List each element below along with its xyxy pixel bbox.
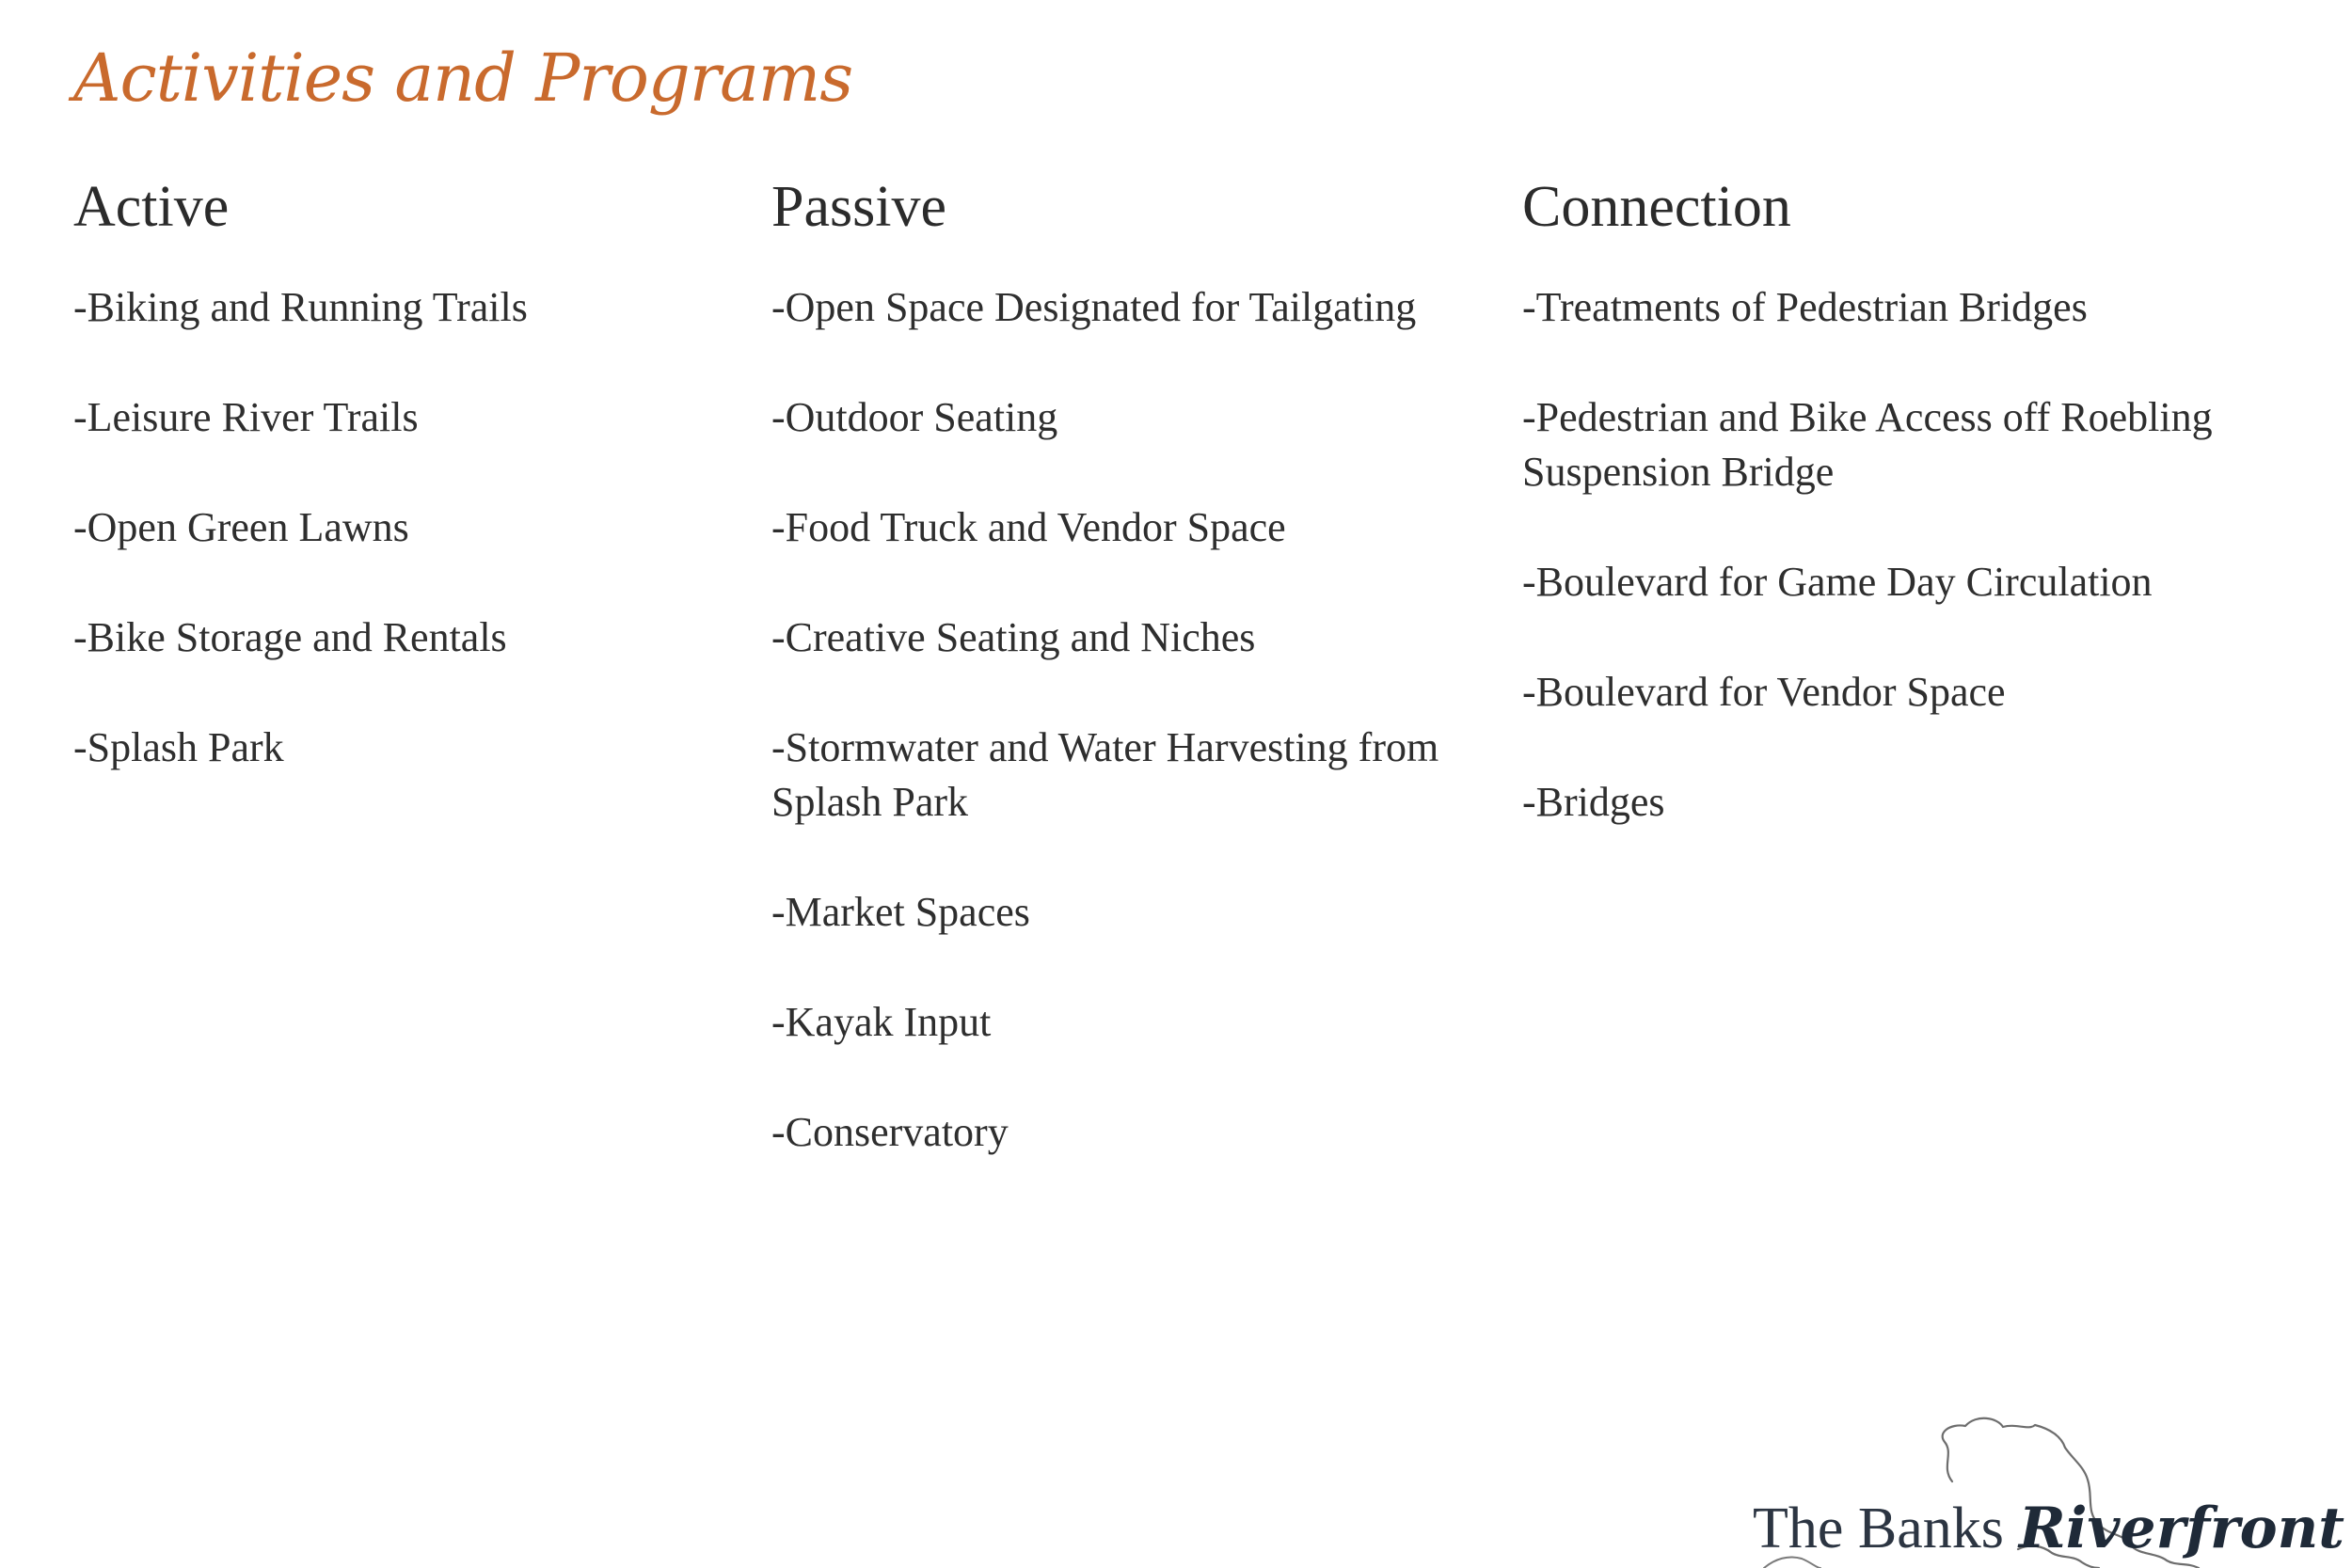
logo-wordmark — [1753, 1496, 2344, 1562]
list-item: -Stormwater and Water Harvesting from Splash Park — [771, 724, 1439, 825]
list-item: -Treatments of Pedestrian Bridges — [1522, 284, 2088, 330]
logo-text-light: The Banks — [1753, 1497, 2004, 1560]
list-item: -Boulevard for Vendor Space — [1522, 669, 2006, 715]
list-item: -Open Space Designated for Tailgating — [771, 284, 1417, 330]
list-item: -Outdoor Seating — [771, 394, 1058, 440]
list-item: -Bike Storage and Rentals — [73, 614, 507, 660]
activity-list — [771, 280, 1496, 1160]
list-item: -Open Green Lawns — [73, 504, 409, 550]
list-item: -Market Spaces — [771, 889, 1030, 935]
list-item: -Food Truck and Vendor Space — [771, 504, 1286, 550]
column-heading: Connection — [1522, 175, 1791, 239]
list-item: -Leisure River Trails — [73, 394, 419, 440]
list-item: -Pedestrian and Bike Access off Roebling Suspension Bridge — [1522, 394, 2213, 495]
activity-list — [73, 280, 723, 775]
activity-list — [1522, 280, 2331, 830]
list-item: -Conservatory — [771, 1109, 1009, 1155]
list-item: -Bridges — [1522, 779, 1665, 825]
brand-logo — [1736, 1312, 2344, 1568]
logo-text-bold: Riverfront — [2018, 1496, 2344, 1561]
list-item: -Boulevard for Game Day Circulation — [1522, 559, 2153, 605]
column-heading: Active — [73, 175, 230, 239]
page-title: Activities and Programs — [73, 40, 853, 117]
list-item: -Creative Seating and Niches — [771, 614, 1256, 660]
list-item: -Kayak Input — [771, 999, 992, 1045]
column-heading: Passive — [771, 175, 946, 239]
list-item: -Biking and Running Trails — [73, 284, 528, 330]
list-item: -Splash Park — [73, 724, 284, 770]
column-passive — [771, 167, 1496, 1215]
column-active — [73, 167, 723, 831]
column-connection — [1522, 167, 2331, 885]
